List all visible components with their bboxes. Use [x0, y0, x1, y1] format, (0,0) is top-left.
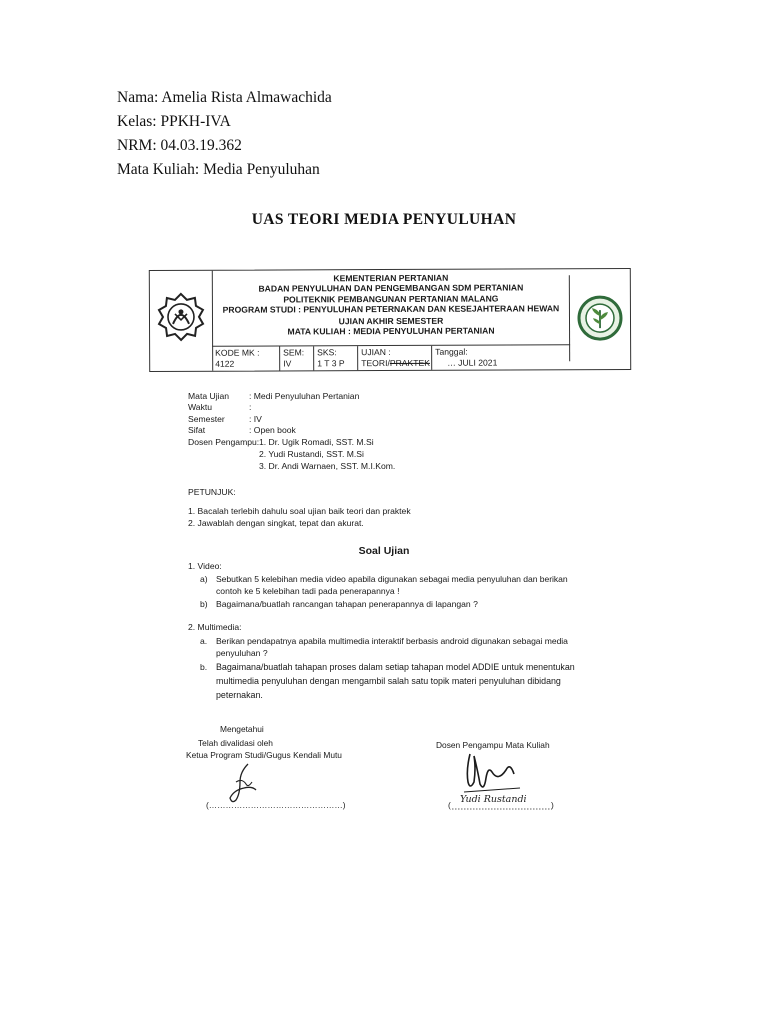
question-2-title: 2. Multimedia:: [188, 622, 242, 632]
student-course: Mata Kuliah: Media Penyuluhan: [117, 161, 320, 178]
question-1a-line: Sebutkan 5 kelebihan media video apabila digunakan sebagai media penyuluhan dan berikan: [216, 574, 568, 584]
question-2b-line: peternakan.: [216, 690, 263, 700]
header-line: PROGRAM STUDI : PENYULUHAN PETERNAKAN DAN KESEJAHTERAAN HEWAN: [222, 303, 560, 315]
header-titles: [212, 272, 570, 337]
student-class: Kelas: PPKH-IVA: [117, 113, 231, 130]
mata-ujian-label: Mata Ujian: [188, 391, 230, 401]
kode-mk-cell: KODE MK : 4122: [212, 346, 280, 370]
header-line: KEMENTERIAN PERTANIAN: [333, 272, 449, 284]
sks-cell: SKS: 1 T 3 P: [314, 346, 358, 370]
right-signature-icon: [458, 748, 528, 800]
student-name: Nama: Amelia Rista Almawachida: [117, 89, 332, 106]
question-1a-marker: a): [200, 574, 208, 584]
header-line: BADAN PENYULUHAN DAN PENGEMBANGAN SDM PERTANIAN: [258, 282, 524, 294]
question-2b-line: Bagaimana/buatlah tahapan proses dalam setiap tahapan model ADDIE untuk menentukan: [216, 662, 575, 672]
tanggal-cell: Tanggal: … JULI 2021: [435, 346, 498, 368]
question-1b-line: Bagaimana/buatlah rancangan tahapan penerapannya di lapangan ?: [216, 599, 478, 609]
semester-value: : IV: [249, 414, 262, 424]
header-line: MATA KULIAH : MEDIA PENYULUHAN PERTANIAN: [287, 326, 495, 337]
document-title: UAS TEORI MEDIA PENYULUHAN: [251, 211, 517, 228]
waktu-label: Waktu: [188, 402, 213, 412]
student-nrm: NRM: 04.03.19.362: [117, 137, 242, 154]
ministry-logo-icon: [152, 277, 210, 363]
waktu-value: :: [249, 402, 252, 412]
sifat-value: : Open book: [249, 425, 296, 435]
header-line: UJIAN AKHIR SEMESTER: [338, 315, 444, 327]
sifat-label: Sifat: [188, 425, 206, 435]
question-2a-line: penyuluhan ?: [216, 648, 268, 658]
header-info-row: [212, 344, 570, 371]
petunjuk-item: 1. Bacalah terlebih dahulu soal ujian baik teori dan praktek: [188, 506, 411, 516]
dosen-label: Dosen Pengampu:: [188, 437, 260, 447]
polbangtan-logo-icon: [569, 275, 630, 361]
mata-ujian-value: : Medi Penyuluhan Pertanian: [249, 391, 360, 401]
question-2b-marker: b.: [200, 662, 208, 672]
semester-label: Semester: [188, 414, 225, 424]
sig-left-role: Ketua Program Studi/Gugus Kendali Mutu: [186, 750, 342, 760]
question-2a-marker: a.: [200, 636, 208, 646]
question-2a-line: Berikan pendapatnya apabila multimedia interaktif berbasis android digunakan sebagai media: [216, 636, 568, 646]
sig-right-close: ): [551, 800, 554, 810]
dosen-2: 2. Yudi Rustandi, SST. M.Si: [259, 449, 364, 459]
sig-right-open: (: [448, 800, 451, 810]
sig-left-blank: (…………………………………………): [206, 800, 346, 810]
soal-title: Soal Ujian: [358, 545, 410, 557]
sig-right-role: Dosen Pengampu Mata Kuliah: [436, 740, 550, 750]
sig-left-validated: Telah divalidasi oleh: [198, 738, 273, 748]
petunjuk-item: 2. Jawablah dengan singkat, tepat dan akurat.: [188, 518, 364, 528]
question-1a-line: contoh ke 5 kelebihan tadi pada penerapannya !: [216, 586, 400, 596]
question-1b-marker: b): [200, 599, 208, 609]
dosen-1: 1. Dr. Ugik Romadi, SST. M.Si: [259, 437, 374, 447]
right-signature-dotted-line: [452, 806, 552, 812]
ujian-cell: UJIAN : TEORI/PRAKTEK: [358, 346, 432, 370]
sig-right-name: Yudi Rustandi: [460, 794, 527, 805]
question-1-title: 1. Video:: [188, 561, 222, 571]
semester-cell: SEM: IV: [280, 346, 314, 370]
sig-left-mengetahui: Mengetahui: [220, 724, 264, 734]
question-2b-line: multimedia penyuluhan dengan mengambil salah satu topik materi penyuluhan dibidang: [216, 676, 561, 686]
petunjuk-title: PETUNJUK:: [188, 487, 236, 497]
dosen-3: 3. Dr. Andi Warnaen, SST. M.I.Kom.: [259, 461, 396, 471]
header-line: POLITEKNIK PEMBANGUNAN PERTANIAN MALANG: [283, 293, 499, 305]
exam-header-table: [149, 268, 631, 372]
